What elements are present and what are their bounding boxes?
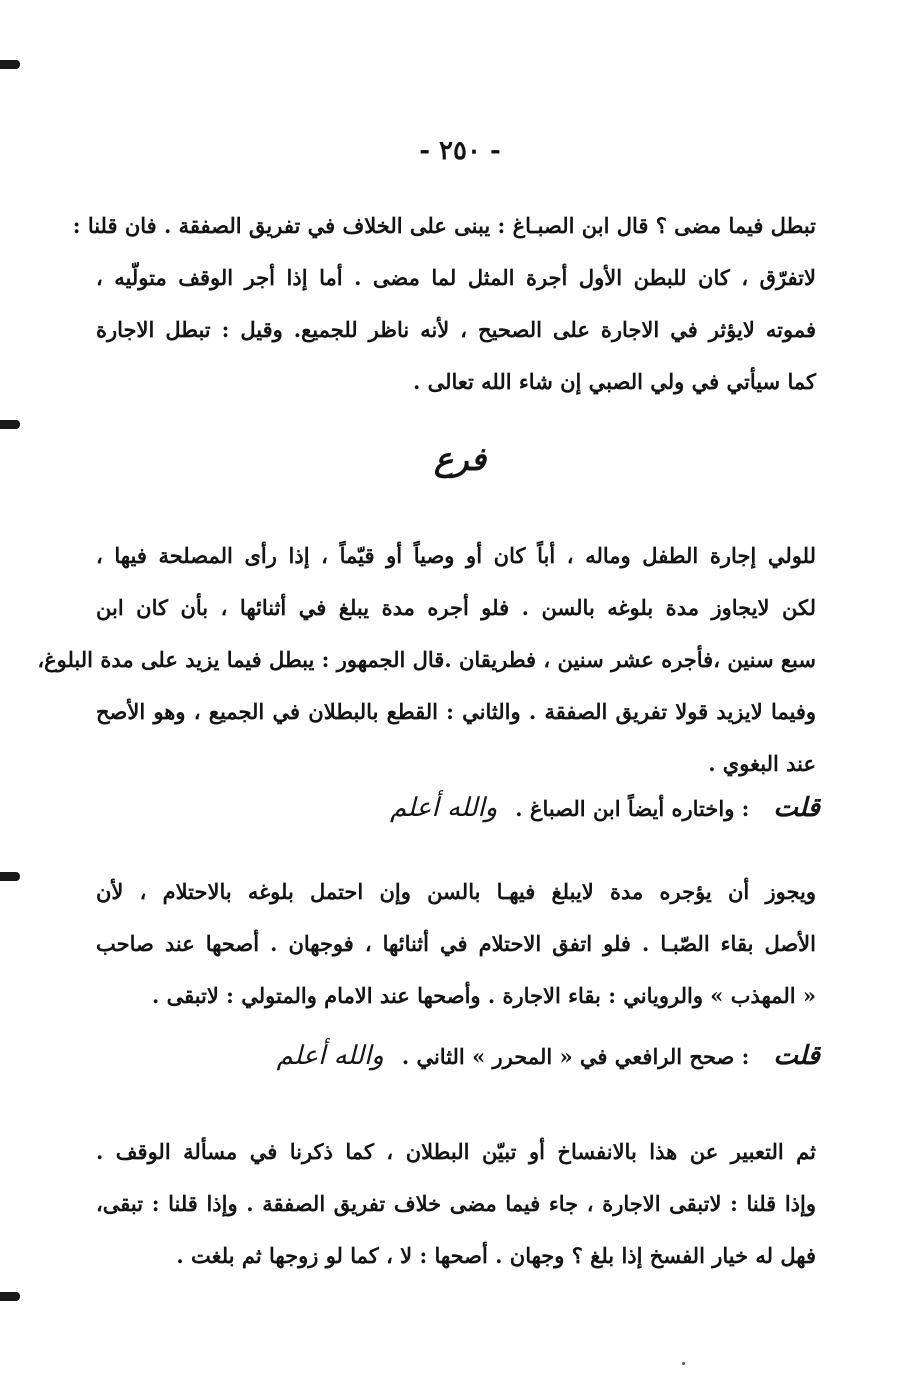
text-line: وإذا قلنا : لاتبقى الاجارة ، جاء فيما مضى خلاف تفريق الصفقة . وإذا قلنا : تبقى، (96, 1191, 816, 1216)
page-number: - ٢٥٠ - (419, 136, 501, 166)
text-line: للولي إجارة الطفل وماله ، أباً كان أو وصياً أو قيّماً ، إذا رأى المصلحة فيها ، (96, 543, 816, 568)
qult-label: قلت (773, 1041, 820, 1071)
margin-mark (0, 1292, 20, 1301)
paragraph-2 (37, 530, 816, 790)
text-line: فهل له خيار الفسخ إذا بلغ ؟ وجهان . أصحها : لا ، كما لو زوجها ثم بلغت . (176, 1243, 816, 1268)
section-heading: فرع (433, 440, 487, 478)
margin-mark (0, 420, 20, 429)
qult-text: : واختاره أيضاً ابن الصباغ . (515, 795, 750, 821)
text-line: كما سيأتي في ولي الصبي إن شاء الله تعالى . (412, 369, 816, 394)
text-line: عند البغوي . (708, 751, 816, 776)
margin-mark (0, 872, 20, 881)
closing-formula: والله أعلم (390, 793, 498, 823)
text-line: الأصل بقاء الصّبـا . فلو اتفق الاحتلام في أثنائها ، فوجهان . أصحها عند صاحب (96, 931, 816, 956)
qult-label: قلت (773, 793, 820, 823)
paragraph-4 (96, 1126, 816, 1282)
qult-note-2 (250, 1028, 820, 1084)
text-line: « المهذب » والروياني : بقاء الاجارة . وأصحها عند الامام والمتولي : لاتبقى . (151, 983, 816, 1008)
text-line: وفيما لايزيد قولا تفريق الصفقة . والثاني : القطع بالبطلان في الجميع ، وهو الأصح (96, 699, 816, 724)
margin-mark (0, 60, 20, 69)
qult-text: : صحح الرافعي في « المحرر » الثاني . (401, 1043, 750, 1069)
ink-speck (682, 1362, 685, 1365)
text-line: تبطل فيما مضى ؟ قال ابن الصبـاغ : يبنى على الخلاف في تفريق الصفقة . فان قلنا : (72, 213, 816, 238)
text-line: لكن لايجاوز مدة بلوغه بالسن . فلو أجره مدة يبلغ في أثنائها ، بأن كان ابن (96, 595, 816, 620)
text-line: ويجوز أن يؤجره مدة لايبلغ فيهـا بالسن وإن احتمل بلوغه بالاحتلام ، لأن (96, 879, 816, 904)
text-line: فموته لايؤثر في الاجارة على الصحيح ، لأنه ناظر للجميع. وقيل : تبطل الاجارة (96, 317, 816, 342)
closing-formula: والله أعلم (276, 1041, 384, 1071)
paragraph-3 (96, 866, 816, 1022)
text-line: لاتفرّق ، كان للبطن الأول أجرة المثل لما مضى . أما إذا أجر الوقف متولّيه ، (96, 265, 816, 290)
text-line: سبع سنين ،فأجره عشر سنين ، فطريقان .قال الجمهور : يبطل فيما يزيد على مدة البلوغ، (37, 647, 816, 672)
qult-note-1 (250, 780, 820, 836)
text-line: ثم التعبير عن هذا بالانفساخ أو تبيّن البطلان ، كما ذكرنا في مسألة الوقف . (96, 1139, 816, 1164)
paragraph-1 (72, 200, 816, 408)
